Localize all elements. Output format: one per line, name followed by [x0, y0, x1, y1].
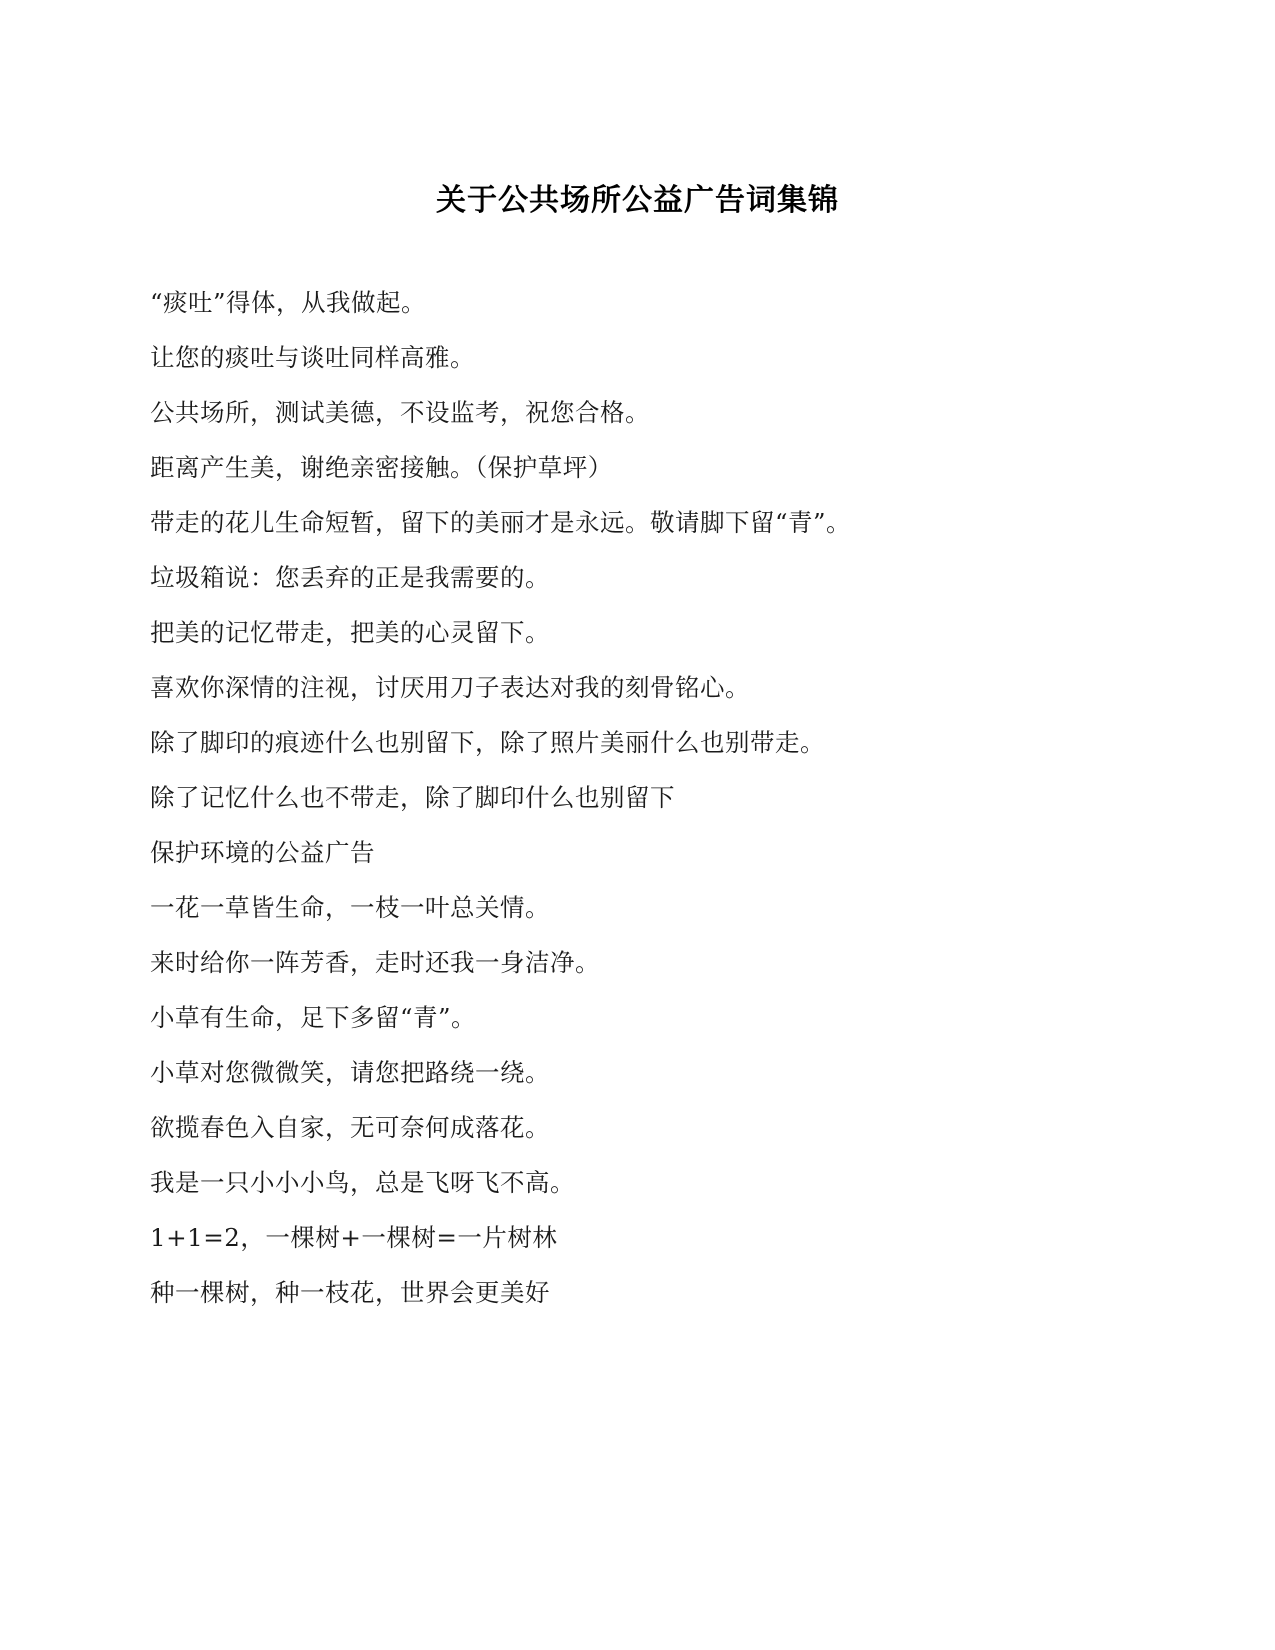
paragraph: 喜欢你深情的注视，讨厌用刀子表达对我的刻骨铭心。: [150, 673, 750, 702]
paragraph: 距离产生美，谢绝亲密接触。（保护草坪）: [150, 453, 613, 482]
paragraph: 一花一草皆生命，一枝一叶总关情。: [150, 893, 550, 922]
paragraph: 除了脚印的痕迹什么也别留下，除了照片美丽什么也别带走。: [150, 728, 825, 757]
paragraph: 小草有生命，足下多留“青”。: [150, 1003, 477, 1032]
paragraph: 欲揽春色入自家，无可奈何成落花。: [150, 1113, 550, 1142]
page-title: 关于公共场所公益广告词集锦: [436, 184, 839, 217]
document-body: [150, 288, 1125, 1307]
paragraph: 垃圾箱说：您丢弃的正是我需要的。: [150, 563, 550, 592]
paragraph: 小草对您微微笑，请您把路绕一绕。: [150, 1058, 550, 1087]
paragraph: 把美的记忆带走，把美的心灵留下。: [150, 618, 550, 647]
paragraph: 1+1=2，一棵树+一棵树=一片树林: [150, 1223, 558, 1252]
paragraph: 让您的痰吐与谈吐同样高雅。: [150, 343, 475, 372]
paragraph: 带走的花儿生命短暂，留下的美丽才是永远。敬请脚下留“青”。: [150, 508, 852, 537]
paragraph: 来时给你一阵芳香，走时还我一身洁净。: [150, 948, 600, 977]
paragraph: 种一棵树，种一枝花，世界会更美好: [150, 1278, 550, 1307]
paragraph: “痰吐”得体，从我做起。: [150, 288, 427, 317]
paragraph: 保护环境的公益广告: [150, 838, 375, 867]
paragraph: 除了记忆什么也不带走，除了脚印什么也别留下: [150, 783, 675, 812]
paragraph: 公共场所，测试美德，不设监考，祝您合格。: [150, 398, 650, 427]
paragraph: 我是一只小小小鸟，总是飞呀飞不高。: [150, 1168, 575, 1197]
